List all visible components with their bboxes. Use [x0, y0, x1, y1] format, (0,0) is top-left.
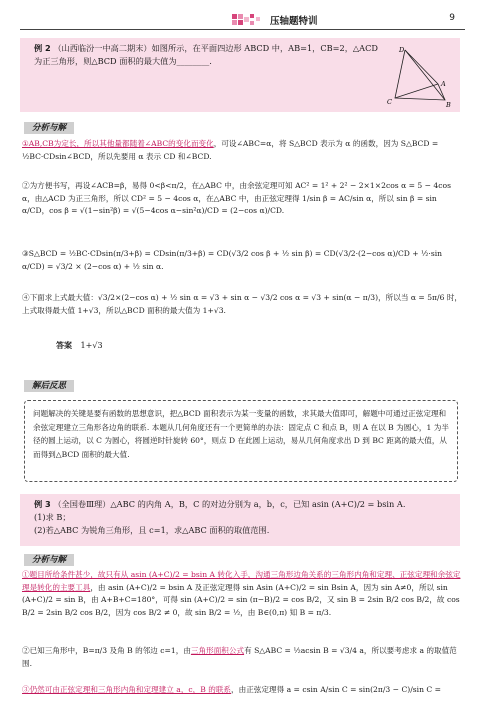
header-decoration-icon	[232, 14, 262, 26]
figure-label-b: B	[446, 101, 451, 108]
analysis-2-step-3-text: ，由正弦定理得 a = csin A/sin C = sin(2π/3 − C)/sin C =	[231, 685, 442, 694]
example-3-question-1: (1)求 B；	[34, 512, 71, 522]
example-3-box	[20, 494, 460, 546]
analysis-1-step-1-text: ，可设∠ABC=α，将 S△BCD 表示为 α 的函数，因为 S△BCD = ½BC·CDsin∠BCD，所以先要用 α 表示 CD 和∠BCD.	[22, 139, 439, 161]
example-2-text: （山西临汾一中高二期末）如图所示，在平面四边形 ABCD 中，AB=1，CB=2，△ACD 为正三角形，则△BCD 面积的最大值为________.	[34, 43, 378, 66]
analysis-2-step-2	[22, 645, 462, 670]
analysis-2-step-2-highlight: 三角形面积公式	[190, 646, 245, 655]
analysis-2-step-1-text: ，由 asin (A+C)/2 = bsin A 及正弦定理得 sin Asin (A+C)/2 = sin Bsin A，因为 sin A≠0，所以 sin (A+C)/2 = sin B，由 A+B+C=180°，可得 sin (A+C)/2 = sin (π−B)/2 = cos B/2，又 sin B = 2sin B/2 cos B/2，故 cos B/2 = 2sin B/2 cos B/2，因为 cos B/2 ≠ 0，故 sin B/2 = ½，由 B∈(0,π) 知 B = π/3.	[22, 582, 460, 617]
analysis-2-step-1	[22, 569, 462, 619]
figure-label-d: D	[399, 46, 405, 54]
analysis-tag-2: 分析与解	[24, 554, 74, 566]
analysis-2-step-3-highlight: ③仍然可由正弦定理和三角形内角和定理建立 a，c，B 的联系	[22, 685, 232, 694]
example-3-label: 例 3	[34, 499, 51, 509]
analysis-2-step-1-highlight: ①题目所给条件甚少，故只有从 asin (A+C)/2 = bsin A 转化入手，沟通三角形边角关系的三角形内角和定理、正弦定理和余弦定理是转化的主要工具	[22, 570, 461, 592]
analysis-1-step-3: ③S△BCD = ½BC·CDsin(π/3+β) = CDsin(π/3+β) = CD(√3/2 cos β + ½ sin β) = CD(√3/2·(2−cos α)/CD + ½·sin α/CD) = √3/2 × (2−cos α) + ½ sin α.	[22, 249, 443, 271]
quadrilateral-figure	[383, 46, 453, 108]
page-number: 9	[449, 13, 455, 23]
figure-label-a: A	[441, 80, 446, 88]
header-title: 压轴题特训	[270, 16, 318, 27]
analysis-2-step-2-pre: ②已知三角形中，B=π/3 及角 B 的邻边 c=1，由	[22, 646, 191, 655]
example-3-question-2: (2)若△ABC 为锐角三角形，且 c=1，求△ABC 面积的取值范围.	[34, 525, 270, 535]
reflection-tag: 解后反思	[24, 380, 74, 392]
figure-label-c: C	[387, 98, 392, 106]
example-3-text: （全国卷Ⅲ理）△ABC 的内角 A，B，C 的对边分别为 a，b，c，已知 asin (A+C)/2 = bsin A.	[53, 499, 406, 509]
reflection-text: 问题解决的关键是要有函数的思想意识，把△BCD 面积表示为某一变量的函数，求其最大值即可，解题中可通过正弦定理和余弦定理建立三角形各边角的联系. 本题从几何角度还有一个更简单的办法：固定点 C 和点 B，则 A 在以 B 为圆心，1 为半径的圆上运动，以 C 为圆心，将圆逆时针旋转 60°，则点 D 在此圆上运动，易从几何角度求出 D 到 BC 距离的最大值，从而得到△BCD 面积的最大值.	[33, 409, 449, 459]
answer-value: 1+√3	[80, 341, 103, 350]
analysis-1-step-2: ②为方便书写，再设∠ACB=β，易得 0<β<π/2，在△ABC 中，由余弦定理可知 AC² = 1² + 2² − 2×1×2cos α = 5 − 4cos α，由△ACD 为正三角形，所以 CD² = 5 − 4cos α，在△ABC 中，由正弦定理得 1/sin β = AC/sin α，所以 sin β = sin α/CD，cos β = √(1−sin²β) = √(5−4cos α−sin²α)/CD = (2−cos α)/CD.	[22, 181, 451, 215]
analysis-1-step-4: ④下面求上式最大值：√3/2×(2−cos α) + ½ sin α = √3 + sin α − √3/2 cos α = √3 + sin(α − π/3)，所以当 α = 5π/6 时，上式取得最大值 1+√3，所以△BCD 面积的最大值为 1+√3.	[22, 293, 463, 315]
analysis-2-step-2-text: 有 S△ABC = ½acsin B = √3/4 a，所以要考虑求 a 的取值范围.	[22, 646, 457, 668]
answer-line	[56, 340, 103, 351]
analysis-tag-1: 分析与解	[24, 122, 74, 134]
analysis-1-step-1	[22, 138, 462, 163]
reflection-box	[24, 400, 458, 482]
header-rule	[20, 29, 465, 30]
example-2-label: 例 2	[34, 43, 51, 53]
page-header	[20, 12, 465, 30]
answer-label: 答案	[56, 341, 72, 350]
analysis-1-step-1-highlight: ①AB,CB为定长，所以其他量都随着∠ABC的变化而变化	[22, 139, 214, 148]
analysis-2-step-3	[22, 684, 462, 697]
